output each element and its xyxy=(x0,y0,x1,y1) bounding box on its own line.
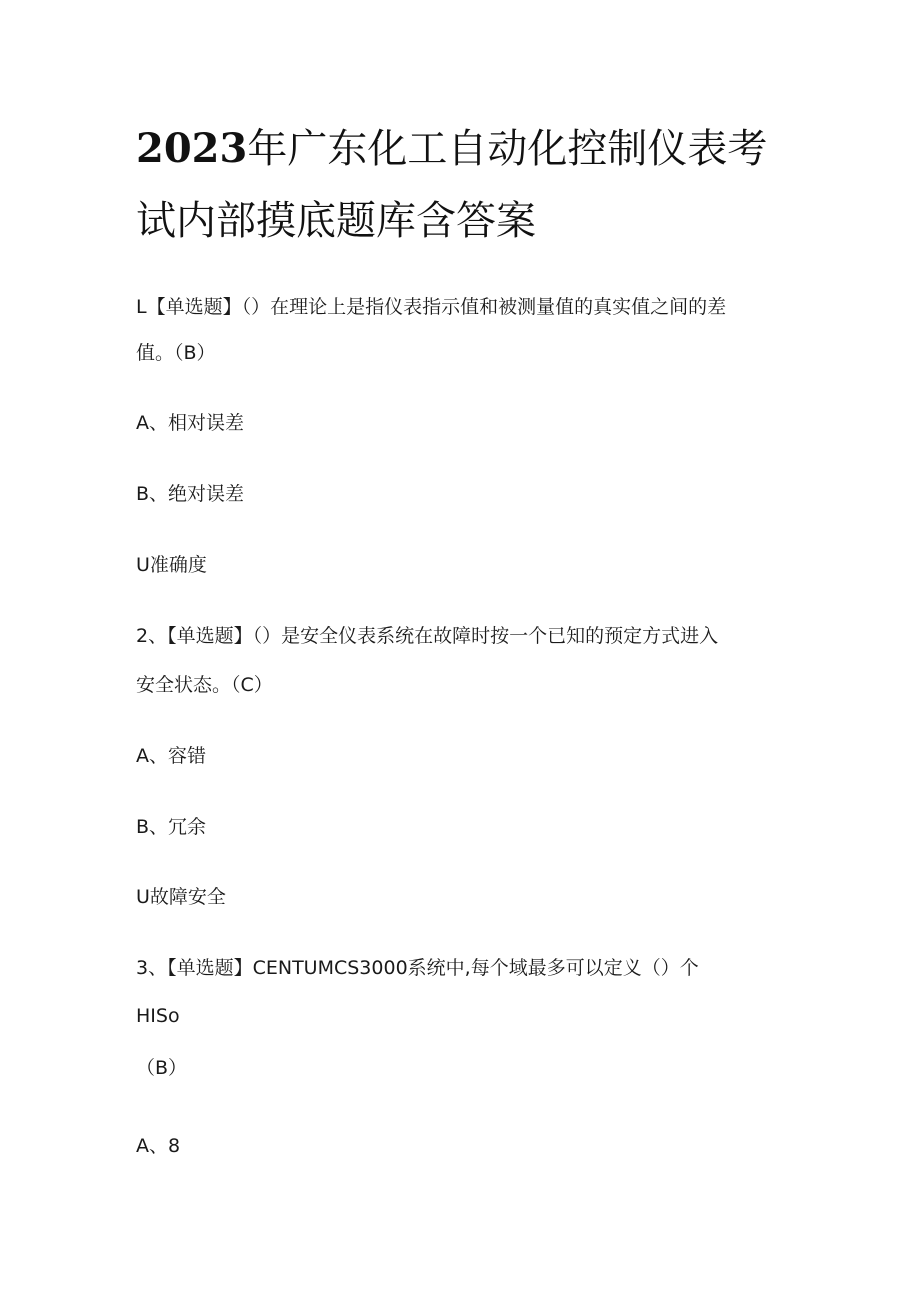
question-2-option-c: U故障安全 xyxy=(136,886,226,908)
question-1-option-a: A、相对误差 xyxy=(136,412,244,434)
question-2-option-b: B、冗余 xyxy=(136,816,207,838)
question-3-stem-line-2: HISo xyxy=(136,1005,180,1027)
title-year: 2023 xyxy=(136,125,248,172)
question-3-option-a: A、8 xyxy=(136,1135,181,1157)
question-1-stem-line-1: L【单选题】（）在理论上是指仪表指示值和被测量值的真实值之间的差 xyxy=(136,296,727,318)
question-2-option-a: A、容错 xyxy=(136,745,206,767)
question-2-stem-line-2: 安全状态。（C） xyxy=(136,674,273,696)
document-title-line-2: 试内部摸底题库含答案 xyxy=(136,198,536,244)
document-title-line-1 xyxy=(136,125,767,173)
question-1-stem-line-2: 值。（B） xyxy=(136,342,216,364)
question-3-stem-line-1: 3、【单选题】CENTUMCS3000系统中,每个域最多可以定义（）个 xyxy=(136,957,699,979)
question-1-option-c: U准确度 xyxy=(136,554,207,576)
title-text: 年广东化工自动化控制仪表考 xyxy=(247,126,768,172)
question-3-answer: （B） xyxy=(136,1057,188,1079)
question-2-stem-line-1: 2、【单选题】（）是安全仪表系统在故障时按一个已知的预定方式进入 xyxy=(136,625,719,647)
question-1-option-b: B、绝对误差 xyxy=(136,483,245,505)
